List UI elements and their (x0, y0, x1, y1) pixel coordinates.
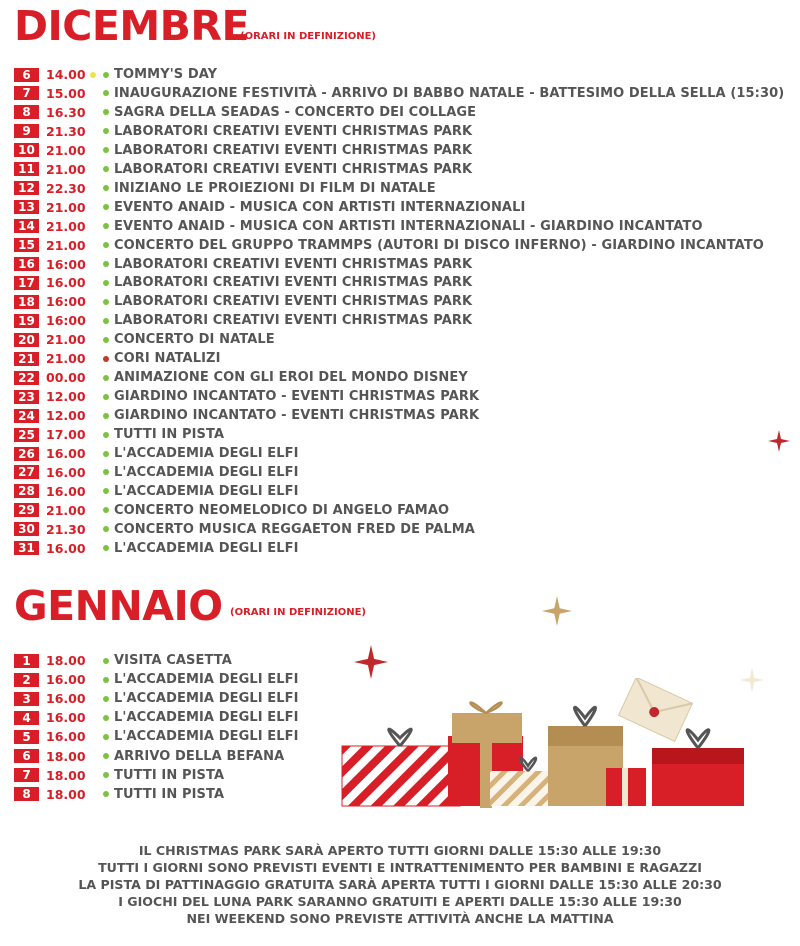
event-row (14, 66, 217, 83)
event-time: 22.30 (46, 180, 86, 196)
event-description: L'ACCADEMIA DEGLI ELFI (114, 729, 299, 745)
bullet-dot-icon (103, 469, 109, 475)
december-title: DICEMBRE (14, 2, 250, 50)
event-marker (88, 199, 114, 216)
event-marker (88, 161, 114, 178)
event-time: 18.00 (46, 653, 86, 668)
event-description: LABORATORI CREATIVI EVENTI CHRISTMAS PARK (114, 313, 473, 329)
event-day-badge: 15 (14, 238, 39, 252)
event-row (14, 464, 299, 481)
event-description: CONCERTO NEOMELODICO DI ANGELO FAMAO (114, 502, 450, 518)
event-row (14, 123, 472, 140)
footer-line: IL CHRISTMAS PARK SARÀ APERTO TUTTI GIORNI DALLE 15:30 ALLE 19:30 (138, 843, 662, 858)
bullet-dot-icon (103, 185, 109, 191)
event-time: 00.00 (46, 370, 86, 386)
event-description: TUTTI IN PISTA (114, 786, 225, 802)
bullet-dot-icon (103, 356, 109, 362)
event-description: VISITA CASETTA (114, 653, 232, 668)
event-row (14, 369, 468, 386)
bullet-dot-icon (103, 261, 109, 267)
event-day-badge: 13 (14, 200, 39, 214)
bullet-dot-icon (103, 394, 109, 400)
event-description: L'ACCADEMIA DEGLI ELFI (114, 672, 299, 688)
event-row (14, 540, 299, 557)
bullet-dot-icon (103, 318, 109, 324)
event-day-badge: 2 (14, 673, 39, 687)
bullet-dot-icon (103, 337, 109, 343)
event-marker (88, 369, 114, 386)
event-time: 21.30 (46, 521, 86, 537)
bullet-dot-icon (103, 715, 109, 721)
event-time: 21.00 (46, 142, 86, 158)
event-description: L'ACCADEMIA DEGLI ELFI (114, 691, 299, 707)
event-day-badge: 20 (14, 333, 39, 347)
event-marker (88, 483, 114, 500)
event-time: 21.00 (46, 199, 86, 215)
event-row (14, 293, 472, 310)
bullet-dot-icon (103, 90, 109, 96)
event-day-badge: 25 (14, 428, 39, 442)
bullet-dot-icon (103, 791, 109, 797)
event-marker (88, 652, 114, 669)
event-day-badge: 17 (14, 276, 39, 290)
event-description: LABORATORI CREATIVI EVENTI CHRISTMAS PARK (114, 123, 473, 139)
event-description: L'ACCADEMIA DEGLI ELFI (114, 446, 299, 461)
event-day-badge: 23 (14, 390, 39, 404)
bullet-dot-icon (103, 734, 109, 740)
bullet-dot-icon (103, 128, 109, 134)
event-description: L'ACCADEMIA DEGLI ELFI (114, 483, 299, 499)
event-day-badge: 7 (14, 768, 39, 782)
event-marker (88, 293, 114, 310)
event-marker (88, 350, 114, 367)
event-description: EVENTO ANAID - MUSICA CON ARTISTI INTERNAZIONALI (114, 199, 526, 215)
event-marker (88, 502, 114, 519)
event-description: CONCERTO DEL GRUPPO TRAMMPS (AUTORI DI DISCO INFERNO) - GIARDINO INCANTATO (114, 237, 764, 253)
bullet-dot-icon (103, 451, 109, 457)
event-day-badge: 3 (14, 692, 39, 706)
event-time: 16.00 (46, 729, 86, 745)
event-description: L'ACCADEMIA DEGLI ELFI (114, 540, 299, 556)
event-row (14, 142, 472, 159)
bullet-dot-icon (103, 507, 109, 513)
event-description: LABORATORI CREATIVI EVENTI CHRISTMAS PARK (114, 275, 473, 291)
event-row (14, 502, 449, 519)
event-marker (88, 85, 114, 102)
event-row (14, 748, 284, 765)
event-description: L'ACCADEMIA DEGLI ELFI (114, 464, 299, 480)
event-row (14, 445, 299, 462)
event-marker (88, 748, 114, 765)
event-time: 16.00 (46, 446, 86, 461)
event-marker (88, 521, 114, 538)
bullet-dot-icon (103, 432, 109, 438)
event-row (14, 256, 472, 273)
event-time: 17.00 (46, 427, 86, 443)
event-row (14, 521, 475, 538)
event-description: TUTTI IN PISTA (114, 427, 225, 443)
footer-line: LA PISTA DI PATTINAGGIO GRATUITA SARÀ APERTA TUTTI I GIORNI DALLE 15:30 ALLE 20:30 (78, 877, 722, 892)
event-row (14, 767, 224, 784)
event-day-badge: 6 (14, 749, 39, 763)
event-marker (88, 426, 114, 443)
event-description: LABORATORI CREATIVI EVENTI CHRISTMAS PARK (114, 256, 473, 272)
event-day-badge: 12 (14, 181, 39, 195)
event-row (14, 671, 299, 688)
bullet-dot-icon (103, 413, 109, 419)
event-time: 18.00 (46, 748, 86, 764)
bullet-dot-icon (103, 147, 109, 153)
event-row (14, 690, 299, 707)
event-marker (88, 66, 114, 83)
event-description: CORI NATALIZI (114, 351, 221, 367)
event-description: GIARDINO INCANTATO - EVENTI CHRISTMAS PARK (114, 389, 480, 405)
event-day-badge: 24 (14, 409, 39, 423)
event-marker (88, 728, 114, 745)
event-description: INIZIANO LE PROIEZIONI DI FILM DI NATALE (114, 180, 436, 196)
event-time: 16.00 (46, 464, 86, 480)
event-description: EVENTO ANAID - MUSICA CON ARTISTI INTERNAZIONALI - GIARDINO INCANTATO (114, 218, 703, 234)
event-row (14, 237, 764, 254)
event-day-badge: 14 (14, 219, 39, 233)
event-time: 16:00 (46, 313, 86, 329)
footer-line: TUTTI I GIORNI SONO PREVISTI EVENTI E INTRATTENIMENTO PER BAMBINI E RAGAZZI (98, 860, 702, 875)
event-day-badge: 28 (14, 484, 39, 498)
footer-line: I GIOCHI DEL LUNA PARK SARANNO GRATUITI E APERTI DALLE 15:30 ALLE 19:30 (118, 894, 682, 909)
event-description: LABORATORI CREATIVI EVENTI CHRISTMAS PARK (114, 142, 473, 158)
january-title: GENNAIO (14, 582, 223, 630)
event-description: CONCERTO DI NATALE (114, 332, 275, 348)
event-description: L'ACCADEMIA DEGLI ELFI (114, 710, 299, 726)
event-row (14, 161, 472, 178)
gift-boxes-icon (340, 678, 780, 808)
event-row (14, 104, 476, 121)
event-day-badge: 10 (14, 143, 39, 157)
event-time: 21.00 (46, 161, 86, 177)
event-day-badge: 11 (14, 162, 39, 176)
event-row (14, 312, 472, 329)
event-row (14, 180, 436, 197)
event-description: ARRIVO DELLA BEFANA (114, 748, 285, 764)
bullet-dot-icon (103, 166, 109, 172)
event-day-badge: 8 (14, 105, 39, 119)
event-time: 14.00 (46, 67, 86, 82)
bullet-dot-icon (103, 658, 109, 664)
event-row (14, 728, 299, 745)
bullet-dot-icon (103, 72, 109, 78)
event-day-badge: 4 (14, 711, 39, 725)
event-row (14, 407, 479, 424)
event-description: GIARDINO INCANTATO - EVENTI CHRISTMAS PARK (114, 408, 480, 424)
footer-info (0, 842, 800, 927)
red-star-icon (354, 645, 388, 679)
event-marker (88, 388, 114, 405)
bullet-dot-icon (103, 299, 109, 305)
event-row (14, 85, 784, 102)
event-day-badge: 21 (14, 352, 39, 366)
event-day-badge: 30 (14, 522, 39, 536)
event-time: 16:00 (46, 294, 86, 310)
event-description: LABORATORI CREATIVI EVENTI CHRISTMAS PARK (114, 161, 473, 177)
event-time: 16.00 (46, 691, 86, 707)
event-day-badge: 8 (14, 787, 39, 801)
bullet-dot-icon (103, 242, 109, 248)
event-time: 16.00 (46, 710, 86, 726)
event-marker (88, 123, 114, 140)
event-marker (88, 445, 114, 462)
event-description: INAUGURAZIONE FESTIVITÀ - ARRIVO DI BABBO NATALE - BATTESIMO DELLA SELLA (15:30) (114, 85, 785, 101)
event-description: TOMMY'S DAY (114, 67, 218, 82)
event-marker (88, 256, 114, 273)
event-description: TUTTI IN PISTA (114, 767, 225, 783)
event-day-badge: 16 (14, 257, 39, 271)
event-marker (88, 786, 114, 803)
gold-star-icon (542, 596, 572, 626)
event-time: 21.00 (46, 332, 86, 348)
event-marker (88, 331, 114, 348)
event-day-badge: 22 (14, 371, 39, 385)
event-day-badge: 18 (14, 295, 39, 309)
event-time: 12.00 (46, 408, 86, 424)
event-time: 21.00 (46, 237, 86, 253)
event-time: 21.00 (46, 502, 86, 518)
event-time: 16.00 (46, 483, 86, 499)
event-day-badge: 19 (14, 314, 39, 328)
event-time: 16.00 (46, 275, 86, 291)
event-description: LABORATORI CREATIVI EVENTI CHRISTMAS PARK (114, 294, 473, 310)
bullet-dot-icon (103, 545, 109, 551)
january-schedule-note: (ORARI IN DEFINIZIONE) (230, 607, 367, 618)
event-row (14, 426, 224, 443)
bullet-dot-icon (103, 753, 109, 759)
event-day-badge: 5 (14, 730, 39, 744)
event-day-badge: 6 (14, 68, 39, 82)
bullet-dot-icon (103, 280, 109, 286)
event-day-badge: 9 (14, 124, 39, 138)
bullet-dot-icon (90, 72, 96, 78)
event-marker (88, 104, 114, 121)
event-description: SAGRA DELLA SEADAS - CONCERTO DEI COLLAGE (114, 104, 477, 120)
event-marker (88, 180, 114, 197)
event-day-badge: 26 (14, 447, 39, 461)
event-row (14, 388, 479, 405)
red-star-icon (768, 430, 790, 452)
event-description: CONCERTO MUSICA REGGAETON FRED DE PALMA (114, 521, 475, 537)
event-row (14, 483, 299, 500)
event-row (14, 652, 232, 669)
bullet-dot-icon (103, 109, 109, 115)
event-time: 16.30 (46, 104, 86, 120)
event-marker (88, 671, 114, 688)
event-description: ANIMAZIONE CON GLI EROI DEL MONDO DISNEY (114, 370, 468, 386)
event-marker (88, 312, 114, 329)
event-row (14, 218, 703, 235)
event-marker (88, 690, 114, 707)
event-time: 18.00 (46, 767, 86, 783)
event-time: 21.00 (46, 218, 86, 234)
event-marker (88, 218, 114, 235)
event-row (14, 350, 221, 367)
event-marker (88, 407, 114, 424)
event-time: 21.00 (46, 351, 86, 367)
event-marker (88, 274, 114, 291)
event-marker (88, 142, 114, 159)
event-marker (88, 709, 114, 726)
event-row (14, 274, 472, 291)
event-day-badge: 7 (14, 86, 39, 100)
bullet-dot-icon (103, 375, 109, 381)
event-row (14, 331, 275, 348)
event-marker (88, 540, 114, 557)
december-schedule-note: (ORARI IN DEFINIZIONE) (240, 31, 377, 42)
footer-line: NEI WEEKEND SONO PREVISTE ATTIVITÀ ANCHE LA MATTINA (186, 911, 614, 926)
bullet-dot-icon (103, 204, 109, 210)
event-marker (88, 767, 114, 784)
event-time: 21.30 (46, 123, 86, 139)
event-row (14, 786, 224, 803)
event-day-badge: 29 (14, 503, 39, 517)
event-row (14, 709, 299, 726)
event-row (14, 199, 525, 216)
event-time: 16.00 (46, 540, 86, 556)
bullet-dot-icon (103, 526, 109, 532)
event-day-badge: 31 (14, 541, 39, 555)
bullet-dot-icon (103, 488, 109, 494)
event-day-badge: 27 (14, 465, 39, 479)
event-marker (88, 464, 114, 481)
event-time: 15.00 (46, 85, 86, 101)
event-time: 12.00 (46, 389, 86, 405)
event-time: 16.00 (46, 672, 86, 688)
bullet-dot-icon (103, 677, 109, 683)
event-time: 16:00 (46, 256, 86, 272)
bullet-dot-icon (103, 696, 109, 702)
event-time: 18.00 (46, 786, 86, 802)
bullet-dot-icon (103, 772, 109, 778)
bullet-dot-icon (103, 223, 109, 229)
event-marker (88, 237, 114, 254)
event-day-badge: 1 (14, 654, 39, 668)
